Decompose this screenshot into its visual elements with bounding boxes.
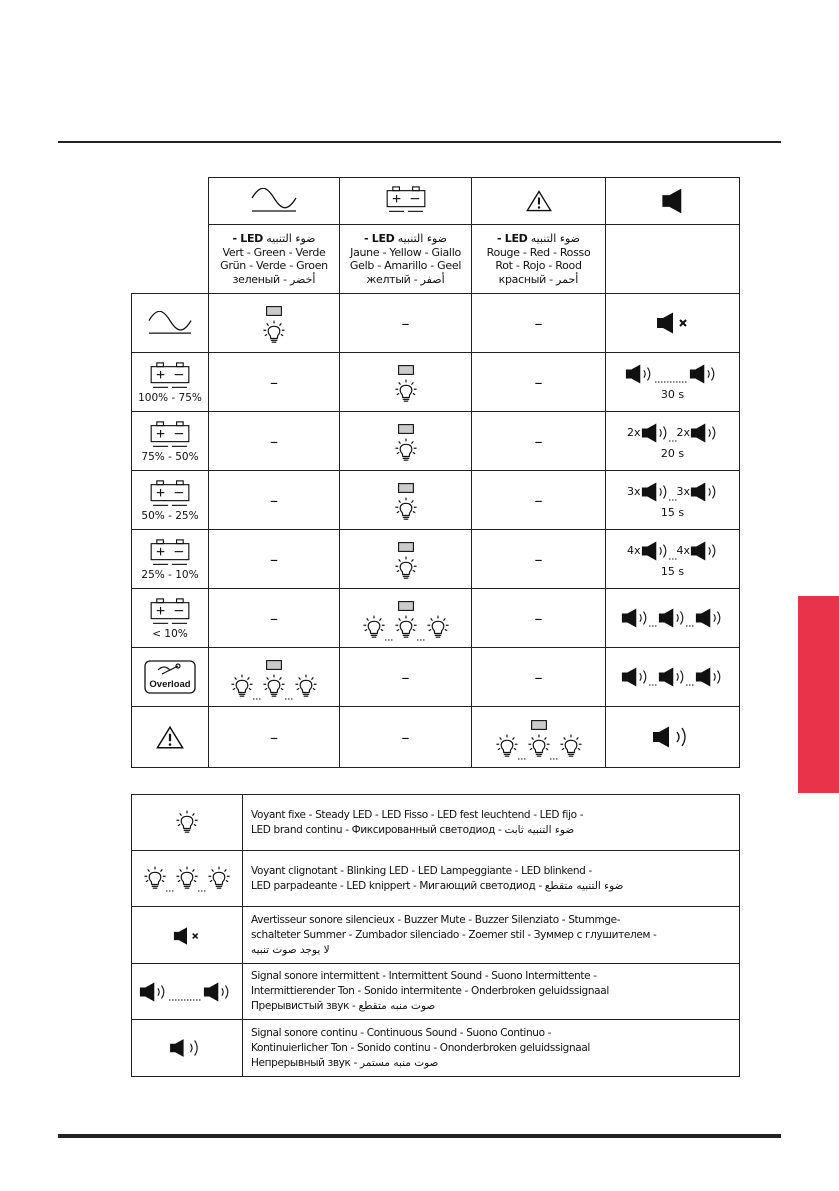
intermittent-sound-icon (690, 482, 718, 502)
row-label-cell: < 10% (132, 589, 209, 648)
row-label-cell (132, 294, 209, 353)
intermittent-sound-icon (641, 541, 677, 561)
legend-row-blinking: Voyant clignotant - Blinking LED - LED Lampeggiante - LED blinkend - LED parpadeante - LED knippert - Мигающий светодиод - ضوء التنبيه متقطع (132, 851, 740, 907)
buzzer-mute-icon (656, 312, 690, 334)
blinking-led-icon (496, 734, 582, 760)
green-led-cell: – (209, 353, 340, 412)
yellow-led-cell (340, 353, 472, 412)
row-label-cell (132, 648, 209, 707)
steady-led-icon (395, 497, 417, 523)
header-warning-cell (472, 178, 606, 225)
row-label-cell: 75% - 50% (132, 412, 209, 471)
green-led-cell (209, 294, 340, 353)
intermittent-sound-icon (641, 423, 677, 443)
yellow-led-cell: – (340, 707, 472, 768)
yellow-led-cell (340, 471, 472, 530)
status-row-battery-under-10 (132, 589, 740, 648)
battery-icon (149, 420, 191, 452)
buzzer-cell: 4x 4x 15 s (606, 530, 740, 589)
red-led-cell (472, 707, 606, 768)
row-label-cell: 25% - 10% (132, 530, 209, 589)
row-label-cell (132, 707, 209, 768)
status-row-battery-50-25 (132, 471, 740, 530)
red-led-cell: – (472, 353, 606, 412)
status-row-ac (132, 294, 740, 353)
legend-row-steady: Voyant fixe - Steady LED - LED Fisso - LED fest leuchtend - LED fijo - LED brand continu - Фиксированный светодиод - ضوء التنبيه ثابت (132, 795, 740, 851)
header-buzzer-cell (606, 178, 740, 225)
header-text-row (132, 225, 740, 294)
intermittent-sound-icon (690, 541, 718, 561)
red-led-cell: – (472, 589, 606, 648)
red-led-cell: – (472, 530, 606, 589)
blinking-led-icon (144, 866, 230, 892)
yellow-led-cell (340, 412, 472, 471)
overload-icon (144, 660, 196, 694)
intermittent-sound-icon (139, 982, 235, 1002)
corner-blank (132, 178, 209, 225)
continuous-sound-icon (651, 724, 695, 750)
status-row-battery-25-10 (132, 530, 740, 589)
header-battery-cell (340, 178, 472, 225)
green-led-cell (209, 648, 340, 707)
yellow-led-cell (340, 589, 472, 648)
legend-table (131, 794, 740, 1077)
buzzer-mute-icon (173, 927, 201, 945)
green-led-cell: – (209, 707, 340, 768)
header-icon-row (132, 178, 740, 225)
buzzer-icon (661, 188, 685, 214)
section-tab (798, 596, 839, 793)
battery-icon (149, 361, 191, 393)
warning-icon (526, 189, 552, 213)
row-label-cell: 100% - 75% (132, 353, 209, 412)
yellow-led-header: - LED ضوء التنبيه Jaune - Yellow - Giallo Gelb - Amarillo - Geel желтый - أصفر (340, 225, 472, 294)
top-rule (58, 141, 781, 143)
sine-wave-icon (147, 311, 193, 336)
legend-row-continuous: Signal sonore continu - Continuous Sound - Suono Continuo - Kontinuierlicher Ton - Sonido continu - Ononderbroken geluidssignaal Непрерывный звук - صوت منبه مستمر (132, 1020, 740, 1077)
intermittent-sound-icon (690, 423, 718, 443)
red-led-cell: – (472, 412, 606, 471)
warning-icon (156, 725, 184, 750)
battery-icon (149, 597, 191, 629)
intermittent-sound-icon (641, 482, 677, 502)
buzzer-cell (606, 648, 740, 707)
status-row-battery-75-50 (132, 412, 740, 471)
battery-icon (149, 479, 191, 511)
status-row-fault (132, 707, 740, 768)
intermittent-sound-icon (625, 364, 721, 384)
red-led-cell: – (472, 648, 606, 707)
led-box-icon (398, 601, 414, 611)
steady-led-icon (395, 438, 417, 464)
steady-led-icon (263, 320, 285, 346)
buzzer-cell (606, 294, 740, 353)
steady-led-icon (395, 556, 417, 582)
steady-led-icon (395, 379, 417, 405)
legend-row-intermittent: Signal sonore intermittent - Intermittent Sound - Suono Intermittente - Intermittierender Ton - Sonido intermitente - Onderbroken geluidssignaal Прерывистый звук - صوت منبه متقطع (132, 964, 740, 1020)
led-box-icon (398, 365, 414, 375)
buzzer-cell: 3x 3x 15 s (606, 471, 740, 530)
battery-icon (385, 185, 427, 217)
status-row-battery-100-75 (132, 353, 740, 412)
led-box-icon (398, 542, 414, 552)
steady-led-icon (176, 810, 198, 836)
bottom-rule (58, 1134, 781, 1138)
red-led-cell: – (472, 294, 606, 353)
sine-wave-icon (250, 188, 298, 214)
red-led-cell: – (472, 471, 606, 530)
yellow-led-cell: – (340, 294, 472, 353)
header-ac-cell (209, 178, 340, 225)
led-box-icon (266, 306, 282, 316)
blinking-led-icon (231, 674, 317, 700)
battery-icon (149, 538, 191, 570)
green-led-cell: – (209, 589, 340, 648)
status-row-overload (132, 648, 740, 707)
row-label-cell: 50% - 25% (132, 471, 209, 530)
status-table (131, 177, 740, 768)
buzzer-cell: 30 s (606, 353, 740, 412)
buzzer-cell: 2x 2x 20 s (606, 412, 740, 471)
yellow-led-cell (340, 530, 472, 589)
led-box-icon (398, 483, 414, 493)
continuous-sound-icon (168, 1037, 206, 1059)
led-box-icon (398, 424, 414, 434)
led-box-icon (266, 660, 282, 670)
legend-row-mute: Avertisseur sonore silencieux - Buzzer Mute - Buzzer Silenziato - Stummge- schalteter Summer - Zumbador silenciado - Zoemer stil - Зуммер с глушителем - لا يوجد صوت تنبيه (132, 907, 740, 964)
green-led-cell: – (209, 412, 340, 471)
green-led-header: - LED ضوء التنبيه Vert - Green - Verde Grün - Verde - Groen зеленый - أخضر (209, 225, 340, 294)
fast-intermittent-sound-icon (621, 608, 725, 628)
buzzer-header (606, 225, 740, 294)
buzzer-cell (606, 589, 740, 648)
red-led-header: - LED ضوء التنبيه Rouge - Red - Rosso Rot - Rojo - Rood красный - أحمر (472, 225, 606, 294)
green-led-cell: – (209, 530, 340, 589)
svg-text:Overload: Overload (149, 679, 191, 690)
fast-intermittent-sound-icon (621, 667, 725, 687)
yellow-led-cell: – (340, 648, 472, 707)
green-led-cell: – (209, 471, 340, 530)
led-box-icon (531, 720, 547, 730)
buzzer-cell (606, 707, 740, 768)
blinking-led-icon (363, 615, 449, 641)
